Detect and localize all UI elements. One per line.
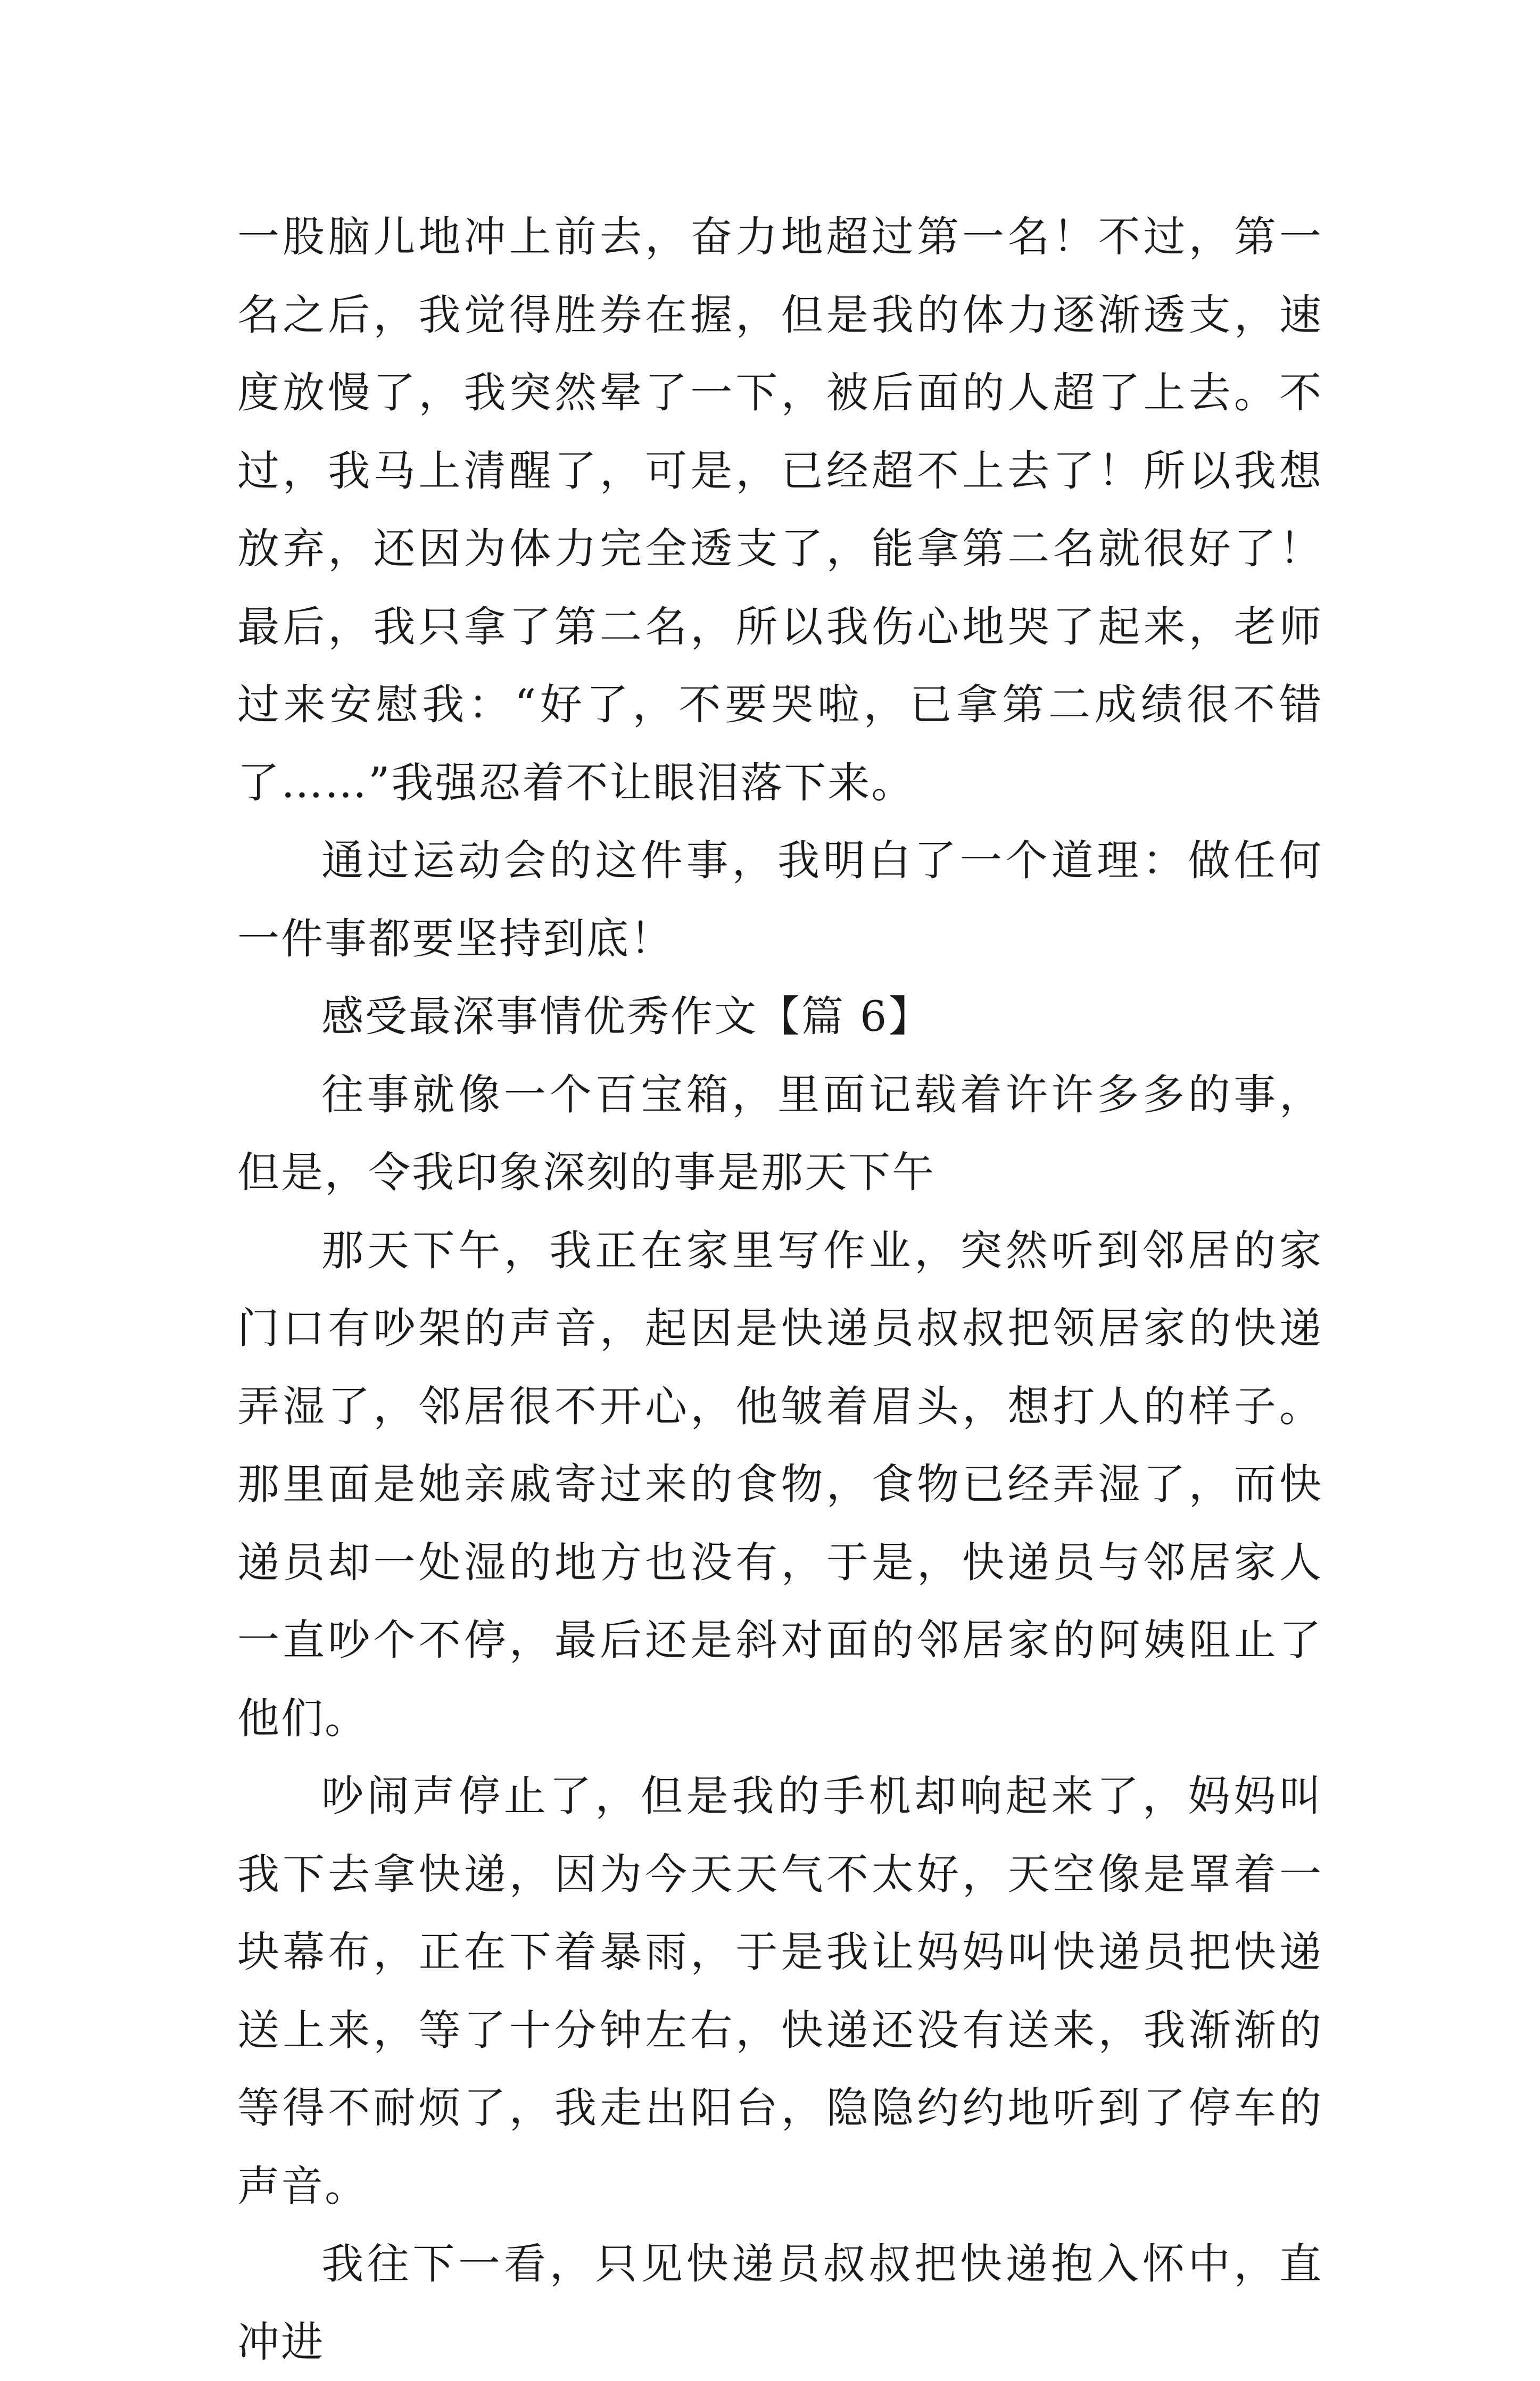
paragraph-4: 那天下午，我正在家里写作业，突然听到邻居的家门口有吵架的声音，起因是快递员叔叔把领居家的快递弄湿了，邻居很不开心，他皱着眉头，想打人的样子。那里面是她亲戚寄过来的食物，食物已经弄湿了，而快递员却一处湿的地方也没有，于是，快递员与邻居家人一直吵个不停，最后还是斜对面的邻居家的阿姨阻止了他们。 <box>237 1226 1323 1743</box>
paragraph-5: 吵闹声停止了，但是我的手机却响起来了，妈妈叫我下去拿快递，因为今天天气不太好，天空像是罩着一块幕布，正在下着暴雨，于是我让妈妈叫快递员把快递送上来，等了十分钟左右，快递还没有送来，我渐渐的等得不耐烦了，我走出阳台，隐隐约约地听到了停车的声音。 <box>237 1772 1323 2211</box>
paragraph-3: 往事就像一个百宝箱，里面记载着许许多多的事，但是，令我印象深刻的事是那天下午 <box>237 1070 1323 1197</box>
paragraph-2: 通过运动会的这件事，我明白了一个道理：做任何一件事都要坚持到底！ <box>237 836 1323 963</box>
document-body <box>237 198 1323 2381</box>
section-heading: 感受最深事情优秀作文【篇 6】 <box>321 992 932 1041</box>
paragraph-6: 我往下一看，只见快递员叔叔把快递抱入怀中，直冲进 <box>237 2239 1323 2367</box>
paragraph-1: 一股脑儿地冲上前去，奋力地超过第一名！不过，第一名之后，我觉得胜券在握，但是我的体力逐渐透支，速度放慢了，我突然晕了一下，被后面的人超了上去。不过，我马上清醒了，可是，已经超不上去了！所以我想放弃，还因为体力完全透支了，能拿第二名就很好了！最后，我只拿了第二名，所以我伤心地哭了起来，老师过来安慰我：“好了，不要哭啦，已拿第二成绩很不错了……”我强忍着不让眼泪落下来。 <box>237 212 1323 807</box>
